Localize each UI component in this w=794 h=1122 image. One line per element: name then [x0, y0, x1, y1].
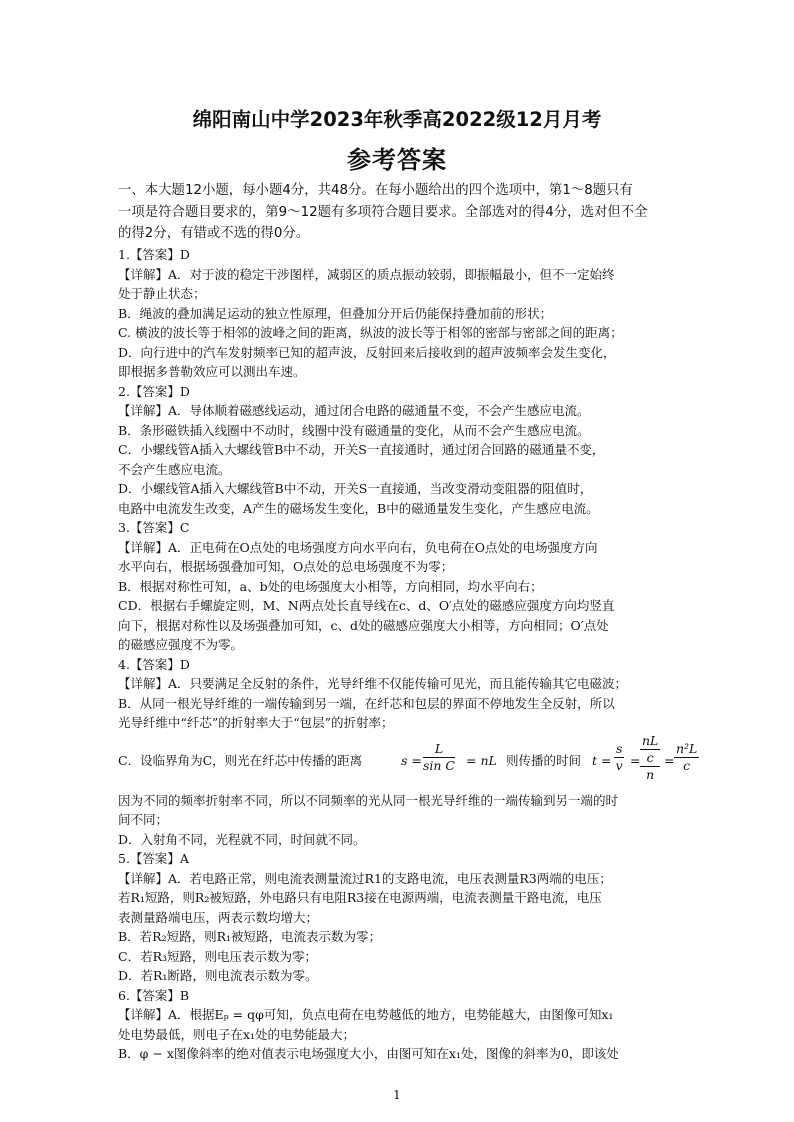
answer-line: B．若R₂短路，则R₁被短路，电流表示数为零； [118, 929, 382, 944]
document-title: 绵阳南山中学2023年秋季高2022级12月月考 [192, 108, 602, 131]
answer-line: 【详解】A．正电荷在O点处的电场强度方向水平向右，负电荷在O点处的电场强度方向 [118, 539, 598, 555]
answer-line: C. 横波的波长等于相邻的波峰之间的距离，纵波的波长等于相邻的密部与密部之间的距离； [118, 325, 623, 340]
fraction-numerator: L [423, 741, 455, 758]
answer-line: 【详解】A．根据Eₚ = qφ可知，负点电荷在电势越低的地方，电势能越大，由图像可知x₁ [118, 1007, 614, 1022]
answer-line: 因为不同的频率折射率不同，所以不同频率的光从同一根光导纤维的一端传输到另一端的时 [118, 792, 619, 808]
answer-line: B．φ − x图像斜率的绝对值表示电场强度大小，由图可知在x₁处，图像的斜率为0，即该处 [118, 1046, 619, 1061]
intro-line: 一项是符合题目要求的，第9～12题有多项符合题目要求。全部选对的得4分，选对但不全 [118, 204, 648, 220]
formula-fraction [674, 741, 699, 774]
answer-line: 4.【答案】D [118, 656, 190, 672]
answer-line: 处于静止状态； [118, 286, 206, 301]
formula-eq-nl: = nL [466, 752, 497, 768]
answer-line: 【详解】A．若电路正常，则电流表测量流过R1的支路电流，电压表测量R3两端的电压； [118, 870, 612, 886]
answer-line: D．入射角不同，光程就不同，时间就不同。 [118, 831, 366, 847]
answer-line: C．小螺线管A插入大螺线管B中不动，开关S一直接通时，通过闭合回路的磁通量不变， [118, 442, 605, 457]
intro-line: 一、本大题12小题，每小题4分，共48分。在每小题给出的四个选项中，第1～8题只有 [118, 183, 633, 198]
answer-line: 若R₁短路，则R₂被短路，外电路只有电阻R3接在电源两端，电流表测量干路电流，电压 [118, 890, 602, 905]
fraction-denominator: c [640, 750, 660, 767]
formula-fraction [423, 741, 455, 774]
formula-prefix: C．设临界角为C，则光在纤芯中传播的距离 [118, 752, 363, 768]
answer-line: 6.【答案】B [118, 987, 190, 1003]
formula-fraction [640, 733, 660, 783]
fraction-numerator: s [616, 740, 623, 756]
answer-line: 间不同； [118, 812, 169, 827]
answer-line: 向下，根据对称性以及场强叠加可知，c、d处的磁感应强度大小相等，方向相同；O′点处 [118, 617, 609, 633]
answer-line: 5.【答案】A [118, 851, 189, 866]
intro-line: 的得2分，有错或不选的得0分。 [118, 226, 310, 241]
fraction-numerator: n²L [676, 740, 698, 756]
formula-t-eq: t = [592, 752, 612, 768]
answer-line: 【详解】A．对于波的稳定干涉图样，减弱区的质点振动较弱，即振幅最小，但不一定始终 [118, 266, 615, 282]
answer-line: 不会产生感应电流。 [118, 461, 231, 477]
answer-body [118, 245, 698, 1064]
answer-line: 的磁感应强度不为零。 [118, 637, 244, 652]
document-subtitle: 参考答案 [347, 146, 447, 174]
answer-line: 光导纤维中“纤芯”的折射率大于“包层”的折射率； [118, 715, 394, 730]
answer-line: 即根据多普勒效应可以测出车速。 [118, 364, 306, 379]
formula-fraction [614, 741, 624, 774]
answer-line: B．从同一根光导纤维的一端传输到另一端，在纤芯和包层的界面不停地发生全反射，所以 [118, 695, 615, 711]
answer-line: B．绳波的叠加满足运动的独立性原理，但叠加分开后仍能保持叠加前的形状； [118, 305, 553, 321]
answer-line: C．若R₃短路，则电压表示数为零； [118, 948, 317, 964]
fraction-numerator: nL [642, 732, 659, 748]
answer-lines [118, 791, 698, 1064]
fraction-denominator: v [615, 757, 623, 773]
answer-line: 处电势最低，则电子在x₁处的电势能最大； [118, 1026, 356, 1042]
formula-mid: 则传播的时间 [506, 752, 582, 768]
fraction-denominator: c [683, 757, 691, 773]
answer-line: 【详解】A．导体顺着磁感线运动，通过闭合电路的磁通量不变，不会产生感应电流。 [118, 403, 590, 418]
answer-line: 3.【答案】C [118, 520, 190, 535]
page-number: 1 [393, 1088, 401, 1102]
answer-line: 表测量路端电压，两表示数均增大； [118, 909, 319, 925]
answer-line: CD．根据右手螺旋定则，M、N两点处长直导线在c、d、O′点处的磁感应强度方向均竖直 [118, 598, 615, 613]
answer-line: 1.【答案】D [118, 247, 190, 262]
formula-s-eq: s = [401, 752, 422, 768]
fraction-denominator: n [646, 766, 655, 782]
answer-line: D．若R₁断路，则电流表示数为零。 [118, 968, 318, 983]
answer-line: D．小螺线管A插入大螺线管B中不动，开关S一直接通，当改变滑动变阻器的阻值时， [118, 481, 593, 496]
answer-line: 电路中电流发生改变，A产生的磁场发生变化，B中的磁通量发生变化，产生感应电流。 [118, 500, 599, 516]
answer-line: D．向行进中的汽车发射频率已知的超声波，反射回来后接收到的超声波频率会发生变化， [118, 344, 616, 360]
answer-line: B．根据对称性可知，a、b处的电场强度大小相等，方向相同，均水平向右； [118, 578, 543, 594]
answer-lines [118, 245, 698, 733]
answer-line: B．条形磁铁插入线圈中不动时，线圈中没有磁通量的变化，从而不会产生感应电流。 [118, 422, 590, 438]
answer-line: 2.【答案】D [118, 383, 190, 399]
section-intro [118, 180, 698, 245]
fraction-denominator: sin C [423, 757, 456, 773]
answer-line: 【详解】A．只要满足全反射的条件，光导纤维不仅能传输可见光，而且能传输其它电磁波； [118, 676, 628, 691]
formula-line: C．设临界角为C，则光在纤芯中传播的距离 s = $\frac{L}{\text{sin C}}$ = nL 则传播的时间 t = $\frac{s}{v}$ = nL c n = $\frac{\text{n²L}}{c}$ [118, 732, 698, 782]
answer-line: 水平向右，根据场强叠加可知，O点处的总电场强度不为零； [118, 559, 454, 574]
